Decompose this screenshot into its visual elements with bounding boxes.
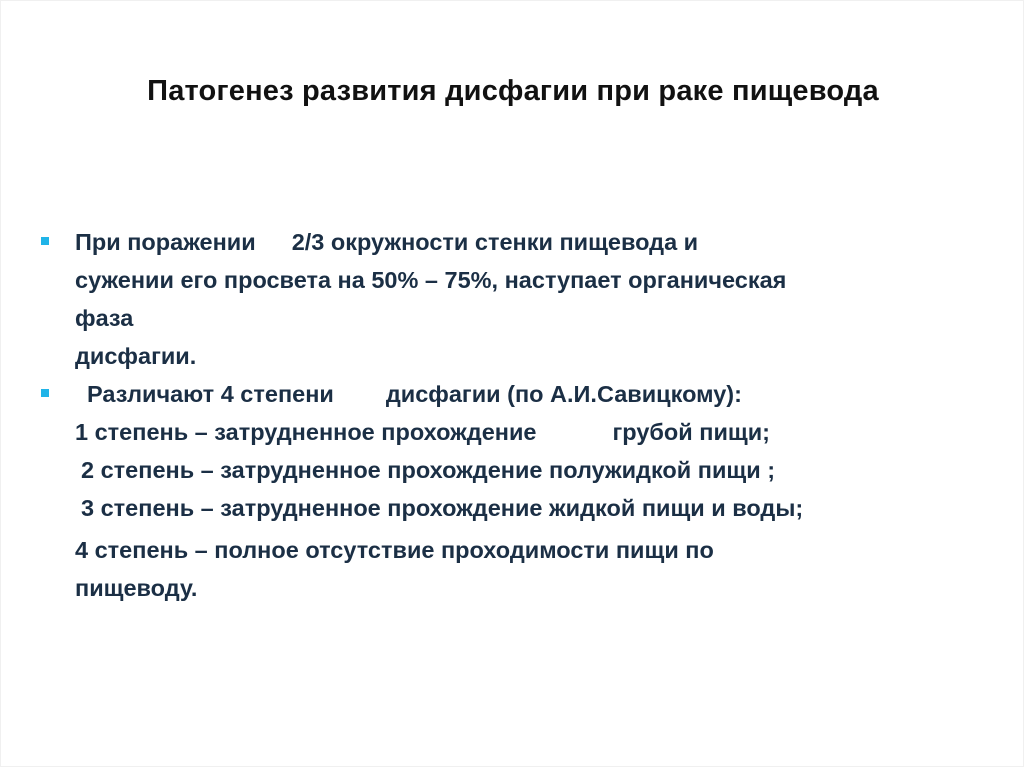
bullet-square-icon (41, 389, 49, 397)
degree-1-line (75, 413, 1001, 451)
degree-4-line: 4 степень – полное отсутствие проходимости пищи по (75, 537, 714, 563)
text-segment: Различают 4 степени (87, 381, 334, 407)
bullet-item-dysphagia-degrees (41, 375, 1001, 607)
text-segment: дисфагии (по А.И.Савицкому): (385, 381, 742, 407)
text-segment: грубой пищи; (612, 419, 770, 445)
degree-4-line-cont: пищеводу. (75, 575, 198, 601)
text-line: фаза (75, 305, 134, 331)
slide-title: Патогенез развития дисфагии при раке пищевода (147, 75, 879, 107)
bullet-item-organic-phase (41, 223, 1001, 375)
bullet-square-icon (41, 237, 49, 245)
text-line: дисфагии. (75, 343, 197, 369)
text-segment: 2/3 окружности стенки пищевода и (291, 229, 699, 255)
text-segment: 1 степень – затрудненное прохождение (75, 419, 537, 445)
text-line (75, 223, 1001, 261)
text-line (75, 375, 1001, 413)
text-line: сужении его просвета на 50% – 75%, наступает органическая (75, 267, 787, 293)
degree-2-line: 2 степень – затрудненное прохождение полужидкой пищи ; (81, 457, 776, 483)
text-segment: При поражении (75, 229, 256, 255)
degree-3-line: 3 степень – затрудненное прохождение жидкой пищи и воды; (81, 495, 804, 521)
slide-body (41, 223, 1001, 607)
